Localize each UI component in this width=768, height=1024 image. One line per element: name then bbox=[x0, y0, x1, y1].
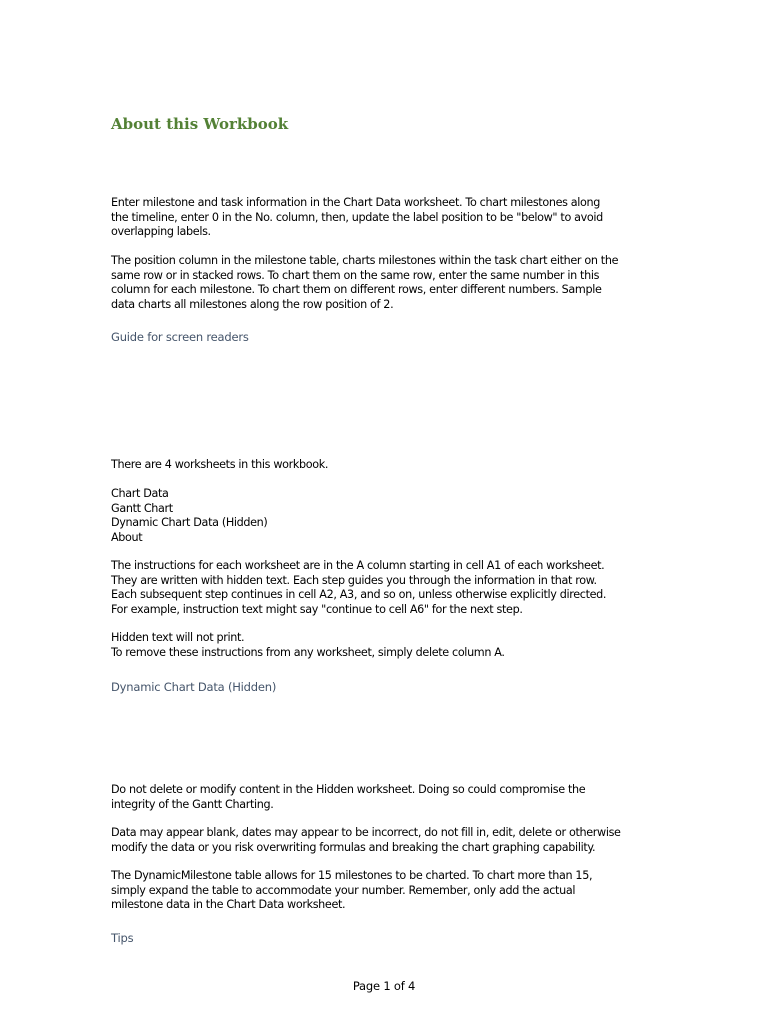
hidden-worksheet-warning-paragraph bbox=[111, 783, 671, 812]
data-warning-paragraph bbox=[111, 826, 671, 855]
hidden-text-paragraph bbox=[111, 631, 671, 660]
worksheet-list-item: Chart Data bbox=[111, 487, 169, 500]
text-line: The instructions for each worksheet are in the A column starting in cell A1 of each worksheet. bbox=[111, 559, 605, 572]
text-line: There are 4 worksheets in this workbook. bbox=[111, 458, 329, 471]
intro-paragraph-1 bbox=[111, 196, 671, 240]
text-line: same row or in stacked rows. To chart them on the same row, enter the same number in this bbox=[111, 268, 600, 282]
page-number-footer: Page 1 of 4 bbox=[352, 979, 416, 993]
worksheet-list bbox=[111, 487, 671, 545]
text-line: They are written with hidden text. Each step guides you through the information in that row. bbox=[111, 573, 597, 587]
text-line: simply expand the table to accommodate your number. Remember, only add the actual bbox=[111, 883, 576, 897]
intro-paragraph-2 bbox=[111, 254, 671, 312]
section-heading-screen-readers: Guide for screen readers bbox=[111, 330, 249, 344]
section-heading-dynamic-chart-data: Dynamic Chart Data (Hidden) bbox=[111, 680, 277, 694]
text-line: modify the data or you risk overwriting formulas and breaking the chart graphing capability. bbox=[111, 840, 596, 854]
section-heading-tips: Tips bbox=[111, 931, 134, 945]
text-line: milestone data in the Chart Data worksheet. bbox=[111, 898, 346, 911]
text-line: The position column in the milestone table, charts milestones within the task chart either on the bbox=[111, 254, 619, 267]
text-line: integrity of the Gantt Charting. bbox=[111, 797, 274, 811]
worksheet-list-item: Dynamic Chart Data (Hidden) bbox=[111, 516, 268, 529]
text-line: the timeline, enter 0 in the No. column, then, update the label position to be "below" to avoid bbox=[111, 210, 603, 224]
text-line: For example, instruction text might say "continue to cell A6" for the next step. bbox=[111, 602, 523, 616]
milestone-table-paragraph bbox=[111, 869, 671, 913]
text-line: The DynamicMilestone table allows for 15 milestones to be charted. To chart more than 15, bbox=[111, 869, 593, 882]
text-line: Hidden text will not print. bbox=[111, 631, 245, 644]
text-line: overlapping labels. bbox=[111, 225, 211, 238]
worksheet-count-paragraph bbox=[111, 458, 671, 473]
text-line: Each subsequent step continues in cell A2, A3, and so on, unless otherwise explicitly directed. bbox=[111, 588, 607, 601]
instructions-paragraph bbox=[111, 559, 671, 617]
text-line: Enter milestone and task information in the Chart Data worksheet. To chart milestones along bbox=[111, 196, 601, 209]
worksheet-list-item: About bbox=[111, 530, 143, 544]
document-title: About this Workbook bbox=[111, 115, 289, 133]
worksheet-list-item: Gantt Chart bbox=[111, 501, 173, 515]
text-line: Data may appear blank, dates may appear to be incorrect, do not fill in, edit, delete or otherwise bbox=[111, 826, 621, 839]
text-line: Do not delete or modify content in the Hidden worksheet. Doing so could compromise the bbox=[111, 783, 586, 796]
text-line: To remove these instructions from any worksheet, simply delete column A. bbox=[111, 645, 505, 659]
text-line: column for each milestone. To chart them on different rows, enter different numbers. Sample bbox=[111, 283, 602, 296]
text-line: data charts all milestones along the row position of 2. bbox=[111, 297, 394, 311]
